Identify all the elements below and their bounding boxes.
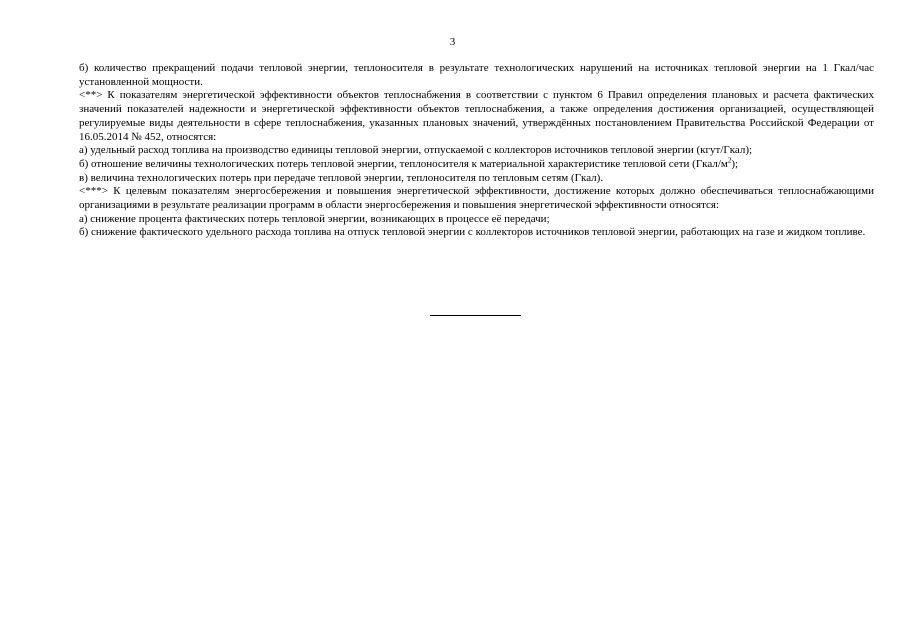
paragraph-specific-fuel-consumption: а) удельный расход топлива на производство единицы тепловой энергии, отпускаемой с коллекторов источников тепловой энергии (кгут/Гкал);: [79, 144, 753, 157]
superscript-square: 2: [727, 156, 732, 165]
paragraph-target-indicators: <***> К целевым показателям энергосбережения и повышения энергетической эффективности, достижение которых должно обеспечиваться теплоснабжающими организациями в результате реализации программ в области энергосбережения и повышения энергетической эффективности относятся:: [79, 185, 874, 212]
page-number: 3: [449, 36, 456, 48]
end-separator-line: [430, 315, 521, 316]
paragraph-losses-ratio-end: );: [731, 157, 739, 170]
paragraph-technological-losses: в) величина технологических потерь при передаче тепловой энергии, теплоносителя по тепловым сетям (Гкал).: [79, 171, 604, 184]
paragraph-fuel-consumption-reduction: б) снижение фактического удельного расхода топлива на отпуск тепловой энергии с коллекторов источников тепловой энергии, работающих на газе и жидком топливе.: [79, 226, 866, 239]
paragraph-losses-ratio: [79, 158, 874, 172]
paragraph-energy-efficiency-indicators: <**> К показателям энергетической эффективности объектов теплоснабжения в соответствии с пунктом 6 Правил определения плановых и расчета фактических значений показателей надежности и энергетической эффективности объектов теплоснабжения, а также определения достижения организацией, осуществляющей регулируемые виды деятельности в сфере теплоснабжения, указанных плановых значений, утверждённых постановлением Правительства Российской Федерации от 16.05.2014 № 452, относятся:: [79, 89, 874, 143]
paragraph-heat-supply-interruptions: б) количество прекращений подачи тепловой энергии, теплоносителя в результате технологических нарушений на источниках тепловой энергии на 1 Гкал/час установленной мощности.: [79, 62, 874, 88]
paragraph-losses-ratio-text: б) отношение величины технологических потерь тепловой энергии, теплоносителя к материальной характеристике тепловой сети (Гкал/м: [79, 157, 728, 170]
document-body: [79, 62, 874, 240]
paragraph-loss-percentage-reduction: а) снижение процента фактических потерь тепловой энергии, возникающих в процессе её передачи;: [79, 212, 550, 225]
